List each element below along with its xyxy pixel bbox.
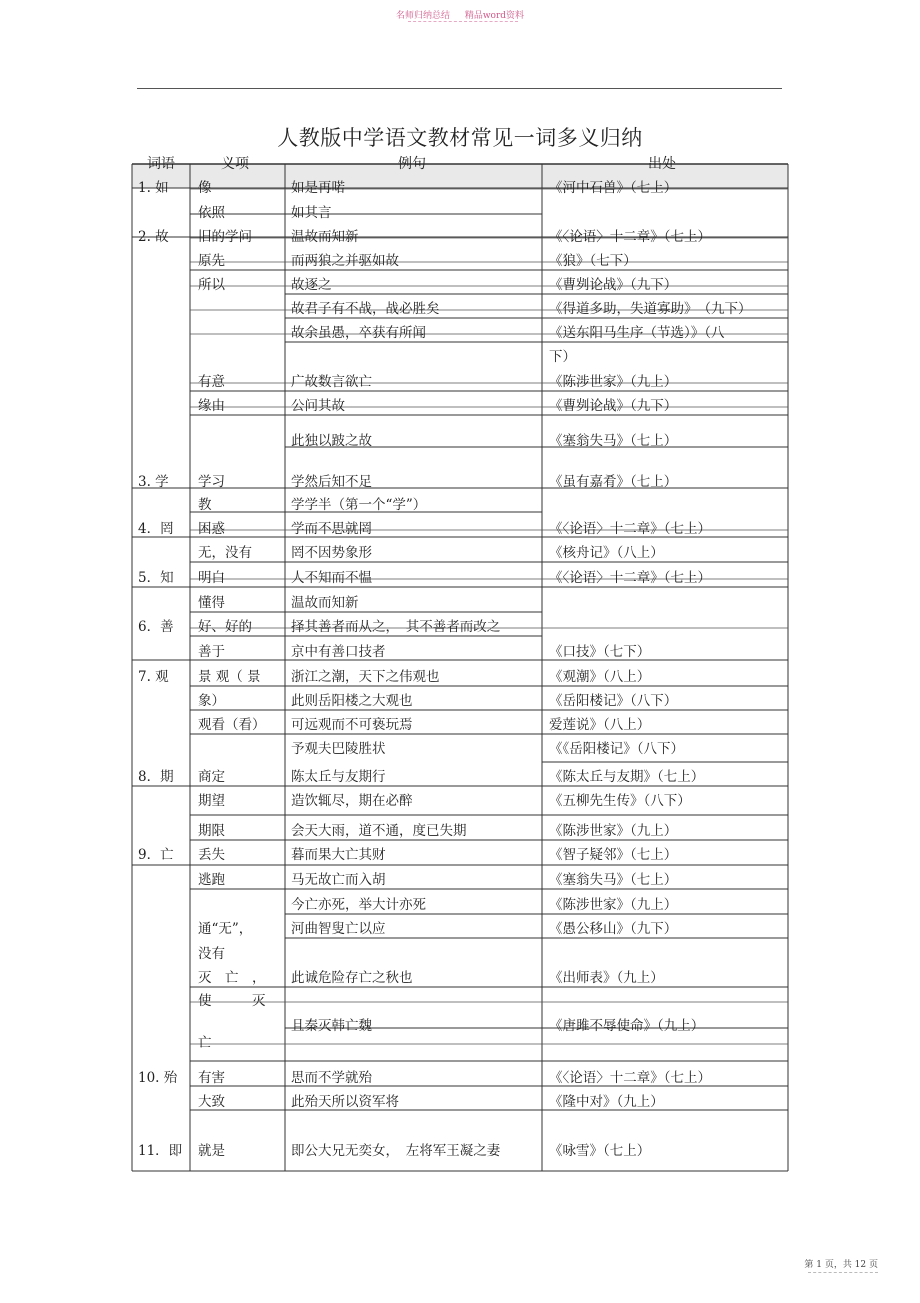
cell-example: 此诚危险存亡之秋也 xyxy=(291,970,413,986)
cell-source: 《智子疑邻》（七上） xyxy=(549,847,678,863)
cell-meaning: 逃跑 xyxy=(198,872,225,888)
cell-example: 温故而知新 xyxy=(291,595,359,611)
cell-source: 《观潮》（八上） xyxy=(549,669,651,685)
cell-meaning: 就是 xyxy=(198,1143,225,1159)
cell-example: 而两狼之并驱如故 xyxy=(291,253,399,269)
cell-meaning: 大致 xyxy=(198,1094,225,1110)
column-header: 义项 xyxy=(221,156,249,172)
cell-word: 11．即 xyxy=(138,1143,183,1159)
cell-example: 京中有善口技者 xyxy=(291,644,386,660)
cell-source: 《隆中对》（九上） xyxy=(549,1094,664,1110)
cell-meaning: 没有 xyxy=(198,946,225,962)
cell-source: 《唐雎不辱使命》（九上） xyxy=(549,1018,705,1034)
cell-example: 马无故亡而入胡 xyxy=(291,872,386,888)
page-title: 人教版中学语文教材常见一词多义归纳 xyxy=(277,126,643,150)
cell-word: 3. 学 xyxy=(138,474,169,490)
cell-source: 《五柳先生传》（八下） xyxy=(549,793,691,809)
cell-meaning: 所以 xyxy=(198,277,225,293)
cell-source: 《狼》（七下） xyxy=(549,253,637,269)
cell-meaning: 象） xyxy=(198,693,225,709)
cell-meaning: 通“无”， xyxy=(198,921,253,937)
cell-example: 可远观而不可亵玩焉 xyxy=(291,717,413,733)
cell-source: 《愚公移山》（九下） xyxy=(549,921,678,937)
cell-example: 此独以跛之故 xyxy=(291,433,372,449)
cell-example: 罔不因势象形 xyxy=(291,545,372,561)
cell-meaning: 原先 xyxy=(198,253,225,269)
cell-meaning: 使 灭 xyxy=(198,993,266,1009)
cell-meaning: 亡 xyxy=(198,1035,212,1051)
cell-meaning: 景 观（ 景 xyxy=(198,669,261,685)
cell-example: 广故数言欲亡 xyxy=(291,374,372,390)
cell-source: 《送东阳马生序（节选）》（八 xyxy=(549,325,725,341)
cell-source: 《曹刿论战》（九下） xyxy=(549,398,678,414)
cell-meaning: 善于 xyxy=(198,644,225,660)
cell-source: 《《岳阳楼记》（八下） xyxy=(549,741,684,757)
cell-word: 10. 殆 xyxy=(138,1070,178,1086)
cell-word: 2. 故 xyxy=(138,229,169,245)
cell-meaning: 丢失 xyxy=(198,847,225,863)
cell-example: 故余虽愚，卒获有所闻 xyxy=(291,325,426,341)
cell-example: 予观夫巴陵胜状 xyxy=(291,741,386,757)
cell-example: 人不知而不愠 xyxy=(291,570,372,586)
cell-example: 故逐之 xyxy=(291,277,332,293)
column-header: 例句 xyxy=(398,156,426,172)
cell-meaning: 旧的学问 xyxy=(198,229,252,245)
cell-example: 学然后知不足 xyxy=(291,474,372,490)
cell-example: 且秦灭韩亡魏 xyxy=(291,1018,372,1034)
cell-source: 《河中石兽》（七上） xyxy=(549,180,678,196)
cell-source: 《塞翁失马》（七上） xyxy=(549,872,678,888)
cell-meaning: 缘由 xyxy=(198,398,225,414)
cell-example: 河曲智叟亡以应 xyxy=(291,921,386,937)
cell-meaning: 观看（看） xyxy=(198,717,266,733)
cell-source: 爱莲说》（八上） xyxy=(549,717,651,733)
cell-source: 《虽有嘉肴》（七上） xyxy=(549,474,678,490)
cell-meaning: 懂得 xyxy=(198,595,225,611)
cell-word: 7. 观 xyxy=(138,669,169,685)
cell-word: 9．亡 xyxy=(138,847,174,863)
cell-word: 6．善 xyxy=(138,619,174,635)
cell-example: 公问其故 xyxy=(291,398,345,414)
page-number: 第 1 页，共 12 页 xyxy=(804,1260,878,1270)
cell-example: 会天大雨，道不通，度已失期 xyxy=(291,823,467,839)
cell-source: 《口技》（七下） xyxy=(549,644,651,660)
cell-source: 下） xyxy=(549,349,576,365)
cell-example: 陈太丘与友期行 xyxy=(291,769,386,785)
cell-meaning: 期限 xyxy=(198,823,225,839)
header-note-left: 名师归纳总结 xyxy=(395,11,450,21)
cell-meaning: 困惑 xyxy=(198,521,225,537)
cell-source: 《〈论语〉十二章》（七上） xyxy=(549,1070,711,1086)
cell-example: 如其言 xyxy=(291,205,332,221)
cell-meaning: 期望 xyxy=(198,793,225,809)
cell-source: 《咏雪》（七上） xyxy=(549,1143,651,1159)
cell-source: 《陈涉世家》（九上） xyxy=(549,374,678,390)
cell-example: 今亡亦死，举大计亦死 xyxy=(291,897,426,913)
cell-meaning: 灭 亡 ， xyxy=(198,970,266,986)
cell-meaning: 学习 xyxy=(198,474,225,490)
cell-source: 《〈论语〉十二章》（七上） xyxy=(549,229,711,245)
cell-source: 《陈涉世家》（九上） xyxy=(549,823,678,839)
column-header: 词语 xyxy=(147,156,175,172)
cell-source: 《〈论语〉十二章》（七上） xyxy=(549,521,711,537)
cell-example: 思而不学就殆 xyxy=(291,1070,372,1086)
cell-meaning: 像 xyxy=(198,180,212,196)
header-note-right: 精品word资料 xyxy=(464,11,525,21)
cell-example: 择其善者而从之， 其不善者而改之 xyxy=(291,619,501,635)
cell-source: 《岳阳楼记》（八下） xyxy=(549,693,678,709)
column-header: 出处 xyxy=(648,156,676,172)
cell-source: 《塞翁失马》（七上） xyxy=(549,433,678,449)
cell-example: 此殆天所以资军将 xyxy=(291,1094,399,1110)
cell-source: 《曹刿论战》（九下） xyxy=(549,277,678,293)
cell-meaning: 商定 xyxy=(198,769,225,785)
cell-word: 4．罔 xyxy=(138,521,174,537)
cell-source: 《陈太丘与友期》（七上） xyxy=(549,769,705,785)
cell-meaning: 好、好的 xyxy=(198,619,252,635)
cell-meaning: 无，没有 xyxy=(198,545,252,561)
cell-meaning: 有害 xyxy=(198,1070,225,1086)
cell-example: 造饮辄尽，期在必醉 xyxy=(291,793,413,809)
cell-example: 如是再喏 xyxy=(291,180,345,196)
cell-source: 《得道多助，失道寡助》 （九下） xyxy=(549,301,752,317)
footer-divider xyxy=(808,1272,878,1273)
cell-meaning: 教 xyxy=(198,497,212,513)
cell-example: 故君子有不战，战必胜矣 xyxy=(291,301,440,317)
cell-meaning: 明白 xyxy=(198,570,225,586)
cell-meaning: 依照 xyxy=(198,205,225,221)
cell-source: 《〈论语〉十二章》（七上） xyxy=(549,570,711,586)
cell-word: 1. 如 xyxy=(138,180,169,196)
cell-example: 即公大兄无奕女， 左将军王凝之妻 xyxy=(291,1143,501,1159)
cell-source: 《出师表》（九上） xyxy=(549,970,664,986)
cell-example: 浙江之潮，天下之伟观也 xyxy=(291,669,440,685)
cell-word: 5．知 xyxy=(138,570,174,586)
cell-example: 温故而知新 xyxy=(291,229,359,245)
cell-example: 暮而果大亡其财 xyxy=(291,847,386,863)
cell-source: 《核舟记》（八上） xyxy=(549,545,664,561)
cell-example: 此则岳阳楼之大观也 xyxy=(291,693,413,709)
cell-meaning: 有意 xyxy=(198,374,225,390)
cell-example: 学而不思就罔 xyxy=(291,521,372,537)
cell-example: 学学半（第一个“学”） xyxy=(291,497,427,513)
cell-source: 《陈涉世家》（九上） xyxy=(549,897,678,913)
cell-word: 8．期 xyxy=(138,769,174,785)
